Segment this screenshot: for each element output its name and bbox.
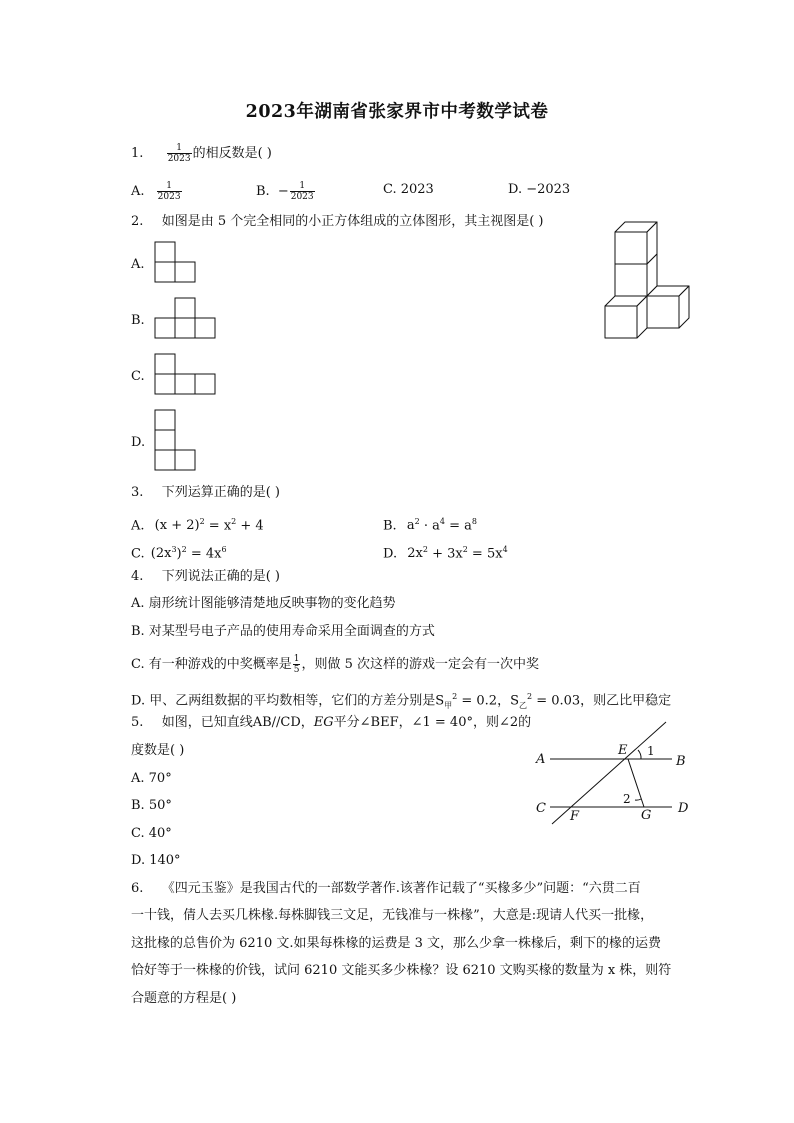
fraction — [293, 654, 301, 675]
expr-part: = a — [444, 518, 472, 534]
question-text: 下列运算正确的是( ) — [161, 485, 280, 500]
option-a-label: A. — [131, 257, 145, 272]
exponent: 2 — [181, 545, 187, 554]
question-4 — [131, 568, 280, 586]
question-6-line: 合题意的方程是( ) — [131, 991, 237, 1006]
option-d: D. 140° — [131, 853, 181, 868]
exponent: 2 — [414, 517, 420, 526]
cube-figure — [600, 220, 692, 342]
option-label: B. — [383, 518, 397, 534]
question-text: 如图是由 5 个完全相同的小正方体组成的立体图形，其主视图是( ) — [161, 214, 544, 229]
expr-part: + 3x — [427, 546, 463, 562]
parallel-lines-figure — [530, 720, 700, 830]
question-number: 1. — [131, 146, 144, 161]
option-text: C. 有一种游戏的中奖概率是 — [131, 657, 292, 672]
option-c: C. 2023 — [383, 182, 434, 197]
question-text: 平分∠BEF，∠1 = 40°，则∠2的 — [333, 715, 532, 730]
label-d: D — [678, 801, 689, 816]
fraction-numerator: 1 — [157, 181, 182, 192]
fraction-denominator: 5 — [293, 665, 300, 675]
label-g: G — [641, 808, 652, 823]
option-d-label: D. — [131, 435, 146, 450]
option-b: B. 50° — [131, 798, 172, 813]
question-6 — [131, 880, 641, 898]
expr-part: 2x — [407, 546, 423, 562]
label-f: F — [570, 809, 580, 824]
expr-part: = 5x — [467, 546, 503, 562]
question-text: 《四元玉鉴》是我国古代的一部数学著作.该著作记载了“买椽多少”问题：“六贯二百 — [161, 881, 641, 896]
subscript: 乙 — [518, 700, 527, 710]
fraction-denominator: 2023 — [167, 154, 191, 164]
label-angle-2: 2 — [623, 792, 631, 806]
exponent: 2 — [231, 517, 237, 526]
minus-sign: − — [277, 184, 289, 199]
question-text: 如图，已知直线AB//CD， — [161, 715, 314, 730]
question-6-line: 恰好等于一株椽的价钱，试问 6210 文能买多少株椽？设 6210 文购买椽的数量为 x 株，则符 — [131, 963, 672, 978]
question-number: 5. — [131, 715, 144, 730]
option-b: B. 对某型号电子产品的使用寿命采用全面调查的方式 — [131, 624, 435, 639]
angle-1-arc — [638, 750, 641, 759]
option-a: A. 扇形统计图能够清楚地反映事物的变化趋势 — [131, 596, 396, 611]
exponent: 6 — [221, 545, 227, 554]
label-b: B — [676, 754, 686, 769]
expr-part: = 4x — [186, 546, 222, 562]
label-a: A — [536, 752, 546, 767]
question-text: 下列说法正确的是( ) — [161, 569, 280, 584]
expr-part: = x — [204, 518, 232, 534]
exponent: 8 — [471, 517, 477, 526]
option-d: D. −2023 — [508, 182, 571, 197]
question-5 — [131, 714, 531, 732]
option-c: C. 40° — [131, 826, 172, 841]
expr-part: (2x — [150, 546, 172, 562]
expr-part: ) — [176, 546, 182, 562]
question-6-line: 一十钱，倩人去买几株椽.每株脚钱三文足，无钱准与一株椽”，大意是:现请人代买一批椽， — [131, 908, 654, 923]
option-b-label: B. — [131, 313, 145, 328]
expr-part: + 4 — [236, 518, 264, 534]
fraction-numerator: 1 — [293, 654, 300, 664]
question-number: 4. — [131, 569, 144, 584]
question-text: 的相反数是( ) — [192, 146, 272, 161]
exponent: 2 — [462, 545, 468, 554]
option-label: C. — [131, 546, 145, 562]
option-label: A. — [131, 518, 145, 534]
exponent: 2 — [422, 545, 428, 554]
option-c — [131, 541, 227, 563]
fraction-denominator: 2023 — [290, 192, 314, 202]
expr-part: a — [406, 518, 415, 534]
question-number: 3. — [131, 485, 144, 500]
option-label: D. — [383, 546, 398, 562]
expr-part: (x + 2) — [154, 518, 200, 534]
option-d — [383, 541, 508, 563]
option-c — [131, 654, 539, 675]
exponent: 4 — [439, 517, 445, 526]
option-text: = 0.03，则乙比甲稳定 — [532, 693, 672, 709]
option-text: D. 甲、乙两组数据的平均数相等，它们的方差分别是S — [131, 693, 445, 709]
label-angle-1: 1 — [647, 744, 655, 758]
segment-label: EG — [313, 715, 334, 730]
exponent: 2 — [199, 517, 205, 526]
angle-2-arc — [635, 799, 641, 800]
option-text: = 0.2，S — [457, 693, 519, 709]
option-a — [131, 513, 264, 535]
option-label: B. — [256, 184, 270, 199]
question-3 — [131, 484, 280, 502]
label-c: C — [536, 801, 546, 816]
exponent: 2 — [452, 692, 458, 701]
question-number: 6. — [131, 881, 144, 896]
fraction-numerator: 1 — [290, 181, 315, 192]
exponent: 2 — [526, 692, 533, 701]
subscript: 甲 — [444, 700, 453, 710]
fraction-numerator: 1 — [167, 143, 192, 154]
page-title: 2023年湖南省张家界市中考数学试卷 — [245, 102, 549, 122]
exponent: 3 — [171, 545, 177, 554]
question-6-line: 这批椽的总售价为 6210 文.如果每株椽的运费是 3 文，那么少拿一株椽后，剩下的椽的运费 — [131, 936, 662, 951]
expr-part: · a — [419, 518, 440, 534]
option-label: A. — [131, 184, 145, 199]
option-c-label: C. — [131, 369, 145, 384]
label-e: E — [618, 743, 628, 758]
option-a: A. 70° — [131, 771, 172, 786]
question-5-line2: 度数是( ) — [131, 743, 185, 758]
fraction-denominator: 2023 — [157, 192, 181, 202]
exponent: 4 — [502, 545, 508, 554]
option-text: ，则做 5 次这样的游戏一定会有一次中奖 — [301, 657, 540, 672]
question-number: 2. — [131, 214, 144, 229]
option-d — [131, 688, 671, 715]
option-b — [383, 513, 477, 535]
